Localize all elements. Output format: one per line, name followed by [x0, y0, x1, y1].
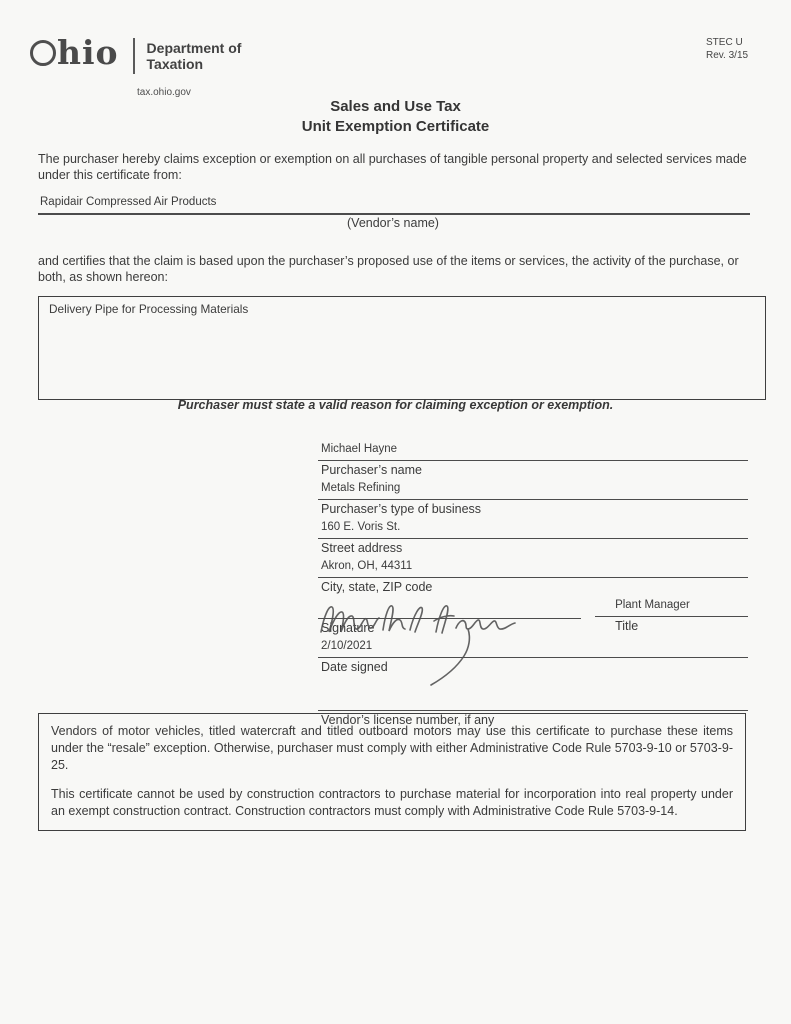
ohio-wordmark-text: hio [57, 33, 119, 72]
street-address-row [318, 521, 748, 558]
certifies-paragraph: and certifies that the claim is based upon the purchaser’s proposed use of the items or services, the activity of the purchase, or both, as shown hereon: [38, 254, 739, 284]
purchaser-fields [318, 443, 748, 732]
street-address-value: 160 E. Voris St. [318, 521, 748, 539]
reason-text: Delivery Pipe for Processing Materials [49, 302, 249, 316]
form-title-line1: Sales and Use Tax [330, 98, 461, 115]
signature-label: Signature [321, 621, 375, 635]
date-signed-row [318, 640, 748, 677]
business-type-label: Purchaser’s type of business [321, 502, 482, 516]
vendor-license-label: Vendor’s license number, if any [321, 713, 495, 727]
vendor-name-field: Rapidair Compressed Air Products [38, 196, 750, 215]
department-line2: Taxation [146, 56, 204, 72]
notice-paragraph-1: Vendors of motor vehicles, titled watercraft and titled outboard motors may use this certificate to purchase these items under the “resale” exception. Otherwise, purchaser must comply with either Administrative Code Rule 5703-9-10 or 5703-9-25. [51, 724, 733, 772]
city-state-zip-row [318, 560, 748, 597]
reason-box [38, 296, 766, 400]
form-revision: Rev. 3/15 [706, 50, 749, 61]
title-value: Plant Manager [595, 599, 748, 617]
street-address-label: Street address [321, 541, 403, 555]
business-type-value: Metals Refining [318, 482, 748, 500]
purchaser-name-value: Michael Hayne [318, 443, 748, 461]
title-column [595, 599, 748, 638]
department-line1: Department of [146, 40, 242, 56]
business-type-row [318, 482, 748, 519]
website-url: tax.ohio.gov [137, 87, 191, 98]
title-label: Title [615, 619, 639, 633]
purchaser-name-label: Purchaser’s name [321, 463, 422, 477]
logo-divider [133, 38, 135, 74]
form-title-line2: Unit Exemption Certificate [301, 118, 490, 135]
signature-line [318, 599, 581, 619]
ohio-wordmark [30, 33, 119, 72]
ohio-o-circle-icon [30, 40, 56, 66]
notice-box [38, 713, 746, 831]
form-title [0, 97, 791, 137]
signature-column [318, 599, 581, 638]
date-signed-label: Date signed [321, 660, 388, 674]
purchaser-name-row [318, 443, 748, 480]
vendor-license-value [318, 693, 748, 711]
form-code-id: STEC U [706, 37, 743, 48]
notice-paragraph-2: This certificate cannot be used by construction contractors to purchase material for incorporation into real property under an exempt construction contract. Construction contractors must comply with Administrative Code Rule 5703-9-14. [51, 787, 733, 818]
ohio-logo [30, 33, 242, 74]
vendor-name-caption: (Vendor’s name) [347, 216, 439, 230]
signature-title-row [318, 599, 748, 638]
intro-paragraph: The purchaser hereby claims exception or exemption on all purchases of tangible personal property and selected services made under this certificate from: [38, 152, 747, 182]
city-state-zip-value: Akron, OH, 44311 [318, 560, 748, 578]
department-name [147, 38, 242, 72]
date-signed-value: 2/10/2021 [318, 640, 748, 658]
city-state-zip-label: City, state, ZIP code [321, 580, 433, 594]
instruction-text: Purchaser must state a valid reason for claiming exception or exemption. [177, 398, 614, 412]
form-code [706, 36, 748, 62]
